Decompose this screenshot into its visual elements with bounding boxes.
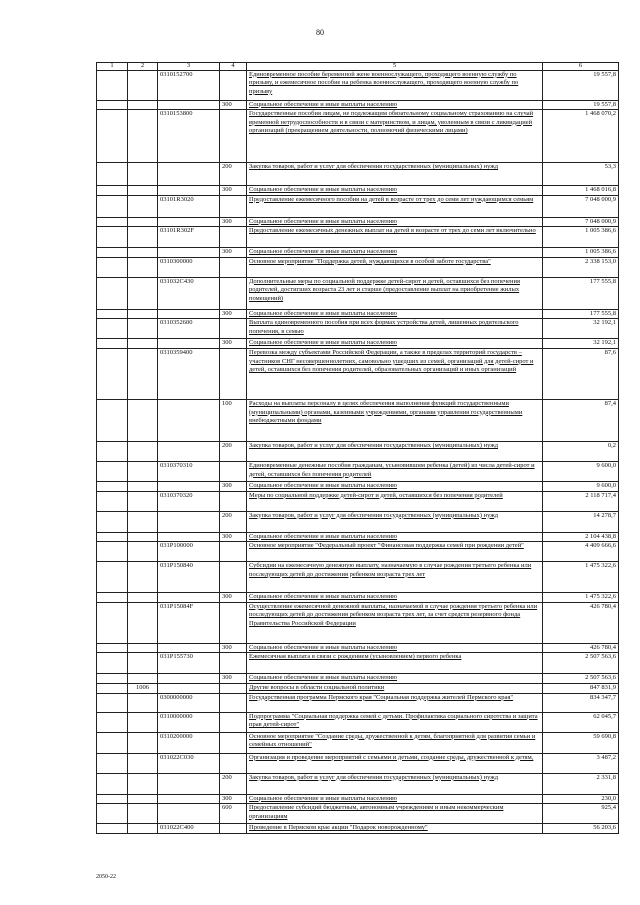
description-cell: Предоставление ежемесячного пособия на детей в возрасте от трех до семи лет нуждающимся семьям	[247, 195, 543, 217]
expense-type-cell: 200	[220, 442, 247, 462]
description-cell: Закупка товаров, работ и услуг для обеспечения государственных (муниципальных) нужд	[247, 511, 543, 532]
row-col1-cell	[97, 70, 128, 100]
amount-cell: 426 780,4	[543, 602, 619, 643]
row-col1-cell	[97, 482, 128, 492]
table-row	[97, 100, 619, 110]
target-article-cell: 031022С030	[158, 753, 220, 773]
description-cell: Социальное обеспечение и иные выплаты населению	[247, 100, 543, 110]
section-code-cell	[128, 339, 158, 349]
section-code-cell	[128, 482, 158, 492]
target-article-cell	[158, 804, 220, 824]
row-col1-cell	[97, 257, 128, 277]
description-cell: Основное мероприятие "Федеральный проект "Финансовая поддержка семей при рождении детей"	[247, 542, 543, 562]
expense-type-cell	[220, 602, 247, 643]
table-row	[97, 491, 619, 511]
table-header-row	[97, 63, 619, 71]
amount-cell: 32 192,1	[543, 319, 619, 339]
row-col1-cell	[97, 217, 128, 227]
row-col1-cell	[97, 773, 128, 794]
table-row	[97, 349, 619, 400]
amount-cell: 4 409 666,6	[543, 542, 619, 562]
row-col1-cell	[97, 753, 128, 773]
row-col1-cell	[97, 684, 128, 694]
expense-type-cell: 300	[220, 674, 247, 684]
expense-type-cell: 300	[220, 339, 247, 349]
row-col1-cell	[97, 562, 128, 593]
amount-cell: 53,3	[543, 163, 619, 186]
target-article-cell	[158, 442, 220, 462]
row-col1-cell	[97, 163, 128, 186]
amount-cell: 1 005 386,6	[543, 248, 619, 258]
description-cell: Социальное обеспечение и иные выплаты населению	[247, 248, 543, 258]
row-col1-cell	[97, 491, 128, 511]
section-code-cell	[128, 491, 158, 511]
target-article-cell	[158, 248, 220, 258]
expense-type-cell	[220, 684, 247, 694]
row-col1-cell	[97, 653, 128, 674]
section-code-cell	[128, 674, 158, 684]
table-row	[97, 462, 619, 482]
amount-cell: 32 192,1	[543, 339, 619, 349]
description-cell: Осуществление ежемесячной денежной выплаты, назначаемой в случае рождения третьего ребенка или последующих детей до достижения ребенком возраста трех лет, за счет средств резервного фонда Правительства Российской Федерации	[247, 602, 543, 643]
table-row	[97, 339, 619, 349]
amount-cell: 230,0	[543, 794, 619, 804]
section-code-cell	[128, 257, 158, 277]
section-code-cell	[128, 319, 158, 339]
description-cell: Закупка товаров, работ и услуг для обеспечения государственных (муниципальных) нужд	[247, 163, 543, 186]
table-row	[97, 542, 619, 562]
table-row	[97, 653, 619, 674]
table-row	[97, 163, 619, 186]
table-row	[97, 693, 619, 712]
section-code-cell	[128, 794, 158, 804]
amount-cell: 1 475 322,6	[543, 593, 619, 603]
table-row	[97, 824, 619, 834]
table-row	[97, 602, 619, 643]
description-cell: Закупка товаров, работ и услуг для обеспечения государственных (муниципальных) нужд	[247, 773, 543, 794]
budget-table	[96, 62, 619, 834]
section-code-cell	[128, 562, 158, 593]
table-row	[97, 248, 619, 258]
amount-cell: 19 557,8	[543, 100, 619, 110]
section-code-cell	[128, 593, 158, 603]
target-article-cell	[158, 482, 220, 492]
expense-type-cell	[220, 319, 247, 339]
target-article-cell: 0310370320	[158, 491, 220, 511]
table-row	[97, 674, 619, 684]
section-code-cell	[128, 773, 158, 794]
description-cell: Расходы на выплаты персоналу в целях обеспечения выполнения функций государственными (муниципальными) органами, казенными учреждениями, органами управления государственными внебюджетными фондами	[247, 400, 543, 442]
table-row	[97, 532, 619, 542]
amount-cell: 0,2	[543, 442, 619, 462]
table-row	[97, 643, 619, 653]
target-article-cell: 0310352600	[158, 319, 220, 339]
table-row	[97, 593, 619, 603]
row-col1-cell	[97, 511, 128, 532]
table-row	[97, 309, 619, 319]
section-code-cell	[128, 277, 158, 309]
target-article-cell	[158, 684, 220, 694]
row-col1-cell	[97, 593, 128, 603]
row-col1-cell	[97, 400, 128, 442]
description-cell: Социальное обеспечение и иные выплаты населению	[247, 482, 543, 492]
target-article-cell: 031P155730	[158, 653, 220, 674]
expense-type-cell: 100	[220, 400, 247, 442]
table-row	[97, 277, 619, 309]
description-cell: Государственная программа Пермского края "Социальная поддержка жителей Пермского края"	[247, 693, 543, 712]
section-code-cell	[128, 532, 158, 542]
expense-type-cell	[220, 693, 247, 712]
description-cell: Социальное обеспечение и иные выплаты населению	[247, 532, 543, 542]
amount-cell: 426 780,4	[543, 643, 619, 653]
target-article-cell	[158, 643, 220, 653]
expense-type-cell	[220, 712, 247, 732]
table-row	[97, 186, 619, 196]
expense-type-cell	[220, 824, 247, 834]
section-code-cell	[128, 804, 158, 824]
expense-type-cell	[220, 195, 247, 217]
row-col1-cell	[97, 186, 128, 196]
section-code-cell	[128, 653, 158, 674]
row-col1-cell	[97, 824, 128, 834]
target-article-cell: 031P150840	[158, 562, 220, 593]
row-col1-cell	[97, 339, 128, 349]
column-header-3: 3	[158, 63, 220, 71]
amount-cell: 7 048 000,9	[543, 217, 619, 227]
expense-type-cell: 300	[220, 532, 247, 542]
table-row	[97, 195, 619, 217]
amount-cell: 834 347,7	[543, 693, 619, 712]
target-article-cell: 031022С400	[158, 824, 220, 834]
amount-cell: 14 278,7	[543, 511, 619, 532]
description-cell: Закупка товаров, работ и услуг для обеспечения государственных (муниципальных) нужд	[247, 442, 543, 462]
target-article-cell	[158, 511, 220, 532]
target-article-cell	[158, 674, 220, 684]
section-code-cell	[128, 511, 158, 532]
row-col1-cell	[97, 804, 128, 824]
document-footer-code: 2050-22	[96, 874, 116, 880]
row-col1-cell	[97, 794, 128, 804]
description-cell: Предоставление субсидий бюджетным, автономным учреждениям и иным некоммерческим организациям	[247, 804, 543, 824]
description-cell: Единовременные денежные пособия гражданам, усыновившим ребенка (детей) из числа детей-сирот и детей, оставшихся без попечения родителей	[247, 462, 543, 482]
target-article-cell: 031032С430	[158, 277, 220, 309]
target-article-cell	[158, 100, 220, 110]
expense-type-cell: 200	[220, 773, 247, 794]
amount-cell: 1 468 070,2	[543, 110, 619, 163]
expense-type-cell	[220, 491, 247, 511]
target-article-cell: 0310200000	[158, 732, 220, 753]
target-article-cell	[158, 593, 220, 603]
table-row	[97, 753, 619, 773]
page-number: 80	[316, 28, 324, 37]
expense-type-cell: 300	[220, 593, 247, 603]
section-code-cell	[128, 195, 158, 217]
row-col1-cell	[97, 712, 128, 732]
table-row	[97, 562, 619, 593]
amount-cell: 2 507 563,6	[543, 653, 619, 674]
section-code-cell	[128, 248, 158, 258]
section-code-cell	[128, 602, 158, 643]
row-col1-cell	[97, 542, 128, 562]
amount-cell: 56 203,6	[543, 824, 619, 834]
description-cell: Основное мероприятие "Поддержка детей, нуждающихся в особой заботе государства"	[247, 257, 543, 277]
table-row	[97, 442, 619, 462]
target-article-cell	[158, 163, 220, 186]
target-article-cell	[158, 532, 220, 542]
section-code-cell	[128, 217, 158, 227]
table-row	[97, 712, 619, 732]
section-code-cell	[128, 70, 158, 100]
row-col1-cell	[97, 532, 128, 542]
expense-type-cell	[220, 653, 247, 674]
column-header-6: 6	[543, 63, 619, 71]
amount-cell: 87,6	[543, 349, 619, 400]
expense-type-cell: 300	[220, 482, 247, 492]
description-cell: Государственные пособия лицам, не подлежащим обязательному социальному страхованию на случай временной нетрудоспособности и в связи с материнством, и лицам, уволенным в связи с ликвидацией организаций (прекращением деятельности, полномочий физическими лицами)	[247, 110, 543, 163]
target-article-cell	[158, 773, 220, 794]
expense-type-cell: 300	[220, 794, 247, 804]
amount-cell: 177 555,8	[543, 277, 619, 309]
expense-type-cell	[220, 257, 247, 277]
section-code-cell	[128, 349, 158, 400]
description-cell: Социальное обеспечение и иные выплаты населению	[247, 643, 543, 653]
row-col1-cell	[97, 462, 128, 482]
table-row	[97, 70, 619, 100]
table-row	[97, 511, 619, 532]
description-cell: Проведение в Пермском крае акции "Подарок новорожденному"	[247, 824, 543, 834]
expense-type-cell	[220, 462, 247, 482]
expense-type-cell: 300	[220, 248, 247, 258]
amount-cell: 925,4	[543, 804, 619, 824]
amount-cell: 2 118 717,4	[543, 491, 619, 511]
expense-type-cell: 200	[220, 511, 247, 532]
target-article-cell: 03101R3020	[158, 195, 220, 217]
column-header-4: 4	[220, 63, 247, 71]
section-code-cell	[128, 753, 158, 773]
target-article-cell: 0310370310	[158, 462, 220, 482]
description-cell: Меры по социальной поддержке детей-сирот и детей, оставшихся без попечения родителей	[247, 491, 543, 511]
expense-type-cell	[220, 349, 247, 400]
amount-cell: 9 600,0	[543, 482, 619, 492]
column-header-1: 1	[97, 63, 128, 71]
description-cell: Социальное обеспечение и иные выплаты населению	[247, 186, 543, 196]
target-article-cell	[158, 186, 220, 196]
section-code-cell	[128, 186, 158, 196]
description-cell: Ежемесячная выплата в связи с рождением (усыновлением) первого ребенка	[247, 653, 543, 674]
amount-cell: 1 005 386,6	[543, 227, 619, 248]
description-cell: Социальное обеспечение и иные выплаты населению	[247, 794, 543, 804]
table-row	[97, 110, 619, 163]
table-row	[97, 217, 619, 227]
row-col1-cell	[97, 643, 128, 653]
amount-cell: 9 600,0	[543, 462, 619, 482]
amount-cell: 87,4	[543, 400, 619, 442]
description-cell: Организация и проведение мероприятий с семьями и детьми, создание среды, дружественной к детям,	[247, 753, 543, 773]
section-code-cell	[128, 712, 158, 732]
row-col1-cell	[97, 602, 128, 643]
description-cell: Социальное обеспечение и иные выплаты населению	[247, 674, 543, 684]
expense-type-cell: 300	[220, 309, 247, 319]
row-col1-cell	[97, 227, 128, 248]
description-cell: Подпрограмма "Социальная поддержка семей с детьми. Профилактика социального сиротства и защита прав детей-сирот"	[247, 712, 543, 732]
row-col1-cell	[97, 110, 128, 163]
description-cell: Выплата единовременного пособия при всех формах устройства детей, лишенных родительского попечения, в семью	[247, 319, 543, 339]
table-row	[97, 319, 619, 339]
section-code-cell	[128, 824, 158, 834]
expense-type-cell	[220, 70, 247, 100]
description-cell: Предоставление ежемесячных денежных выплат на детей в возрасте от трех до семи лет включительно	[247, 227, 543, 248]
section-code-cell	[128, 693, 158, 712]
section-code-cell	[128, 462, 158, 482]
target-article-cell	[158, 309, 220, 319]
expense-type-cell: 300	[220, 186, 247, 196]
amount-cell: 2 104 438,8	[543, 532, 619, 542]
row-col1-cell	[97, 442, 128, 462]
section-code-cell	[128, 227, 158, 248]
amount-cell: 7 048 000,9	[543, 195, 619, 217]
table-row	[97, 684, 619, 694]
target-article-cell: 03101R302F	[158, 227, 220, 248]
section-code-cell	[128, 100, 158, 110]
expense-type-cell	[220, 110, 247, 163]
target-article-cell	[158, 794, 220, 804]
expense-type-cell	[220, 277, 247, 309]
row-col1-cell	[97, 195, 128, 217]
amount-cell: 3 487,2	[543, 753, 619, 773]
expense-type-cell	[220, 753, 247, 773]
section-code-cell	[128, 163, 158, 186]
expense-type-cell	[220, 227, 247, 248]
row-col1-cell	[97, 100, 128, 110]
table-row	[97, 732, 619, 753]
table-row	[97, 227, 619, 248]
target-article-cell: 0310300000	[158, 257, 220, 277]
column-header-2: 2	[128, 63, 158, 71]
description-cell: Другие вопросы в области социальной политики	[247, 684, 543, 694]
amount-cell: 2 331,8	[543, 773, 619, 794]
section-code-cell	[128, 732, 158, 753]
table-row	[97, 400, 619, 442]
section-code-cell: 1006	[128, 684, 158, 694]
row-col1-cell	[97, 732, 128, 753]
row-col1-cell	[97, 277, 128, 309]
target-article-cell: 0310359400	[158, 349, 220, 400]
target-article-cell	[158, 339, 220, 349]
amount-cell: 62 045,7	[543, 712, 619, 732]
target-article-cell: 0310000000	[158, 712, 220, 732]
section-code-cell	[128, 400, 158, 442]
description-cell: Единовременное пособие беременной жене военнослужащего, проходящего военную службу по призыву, и ежемесячное пособие на ребенка военнослужащего, проходящего военную службу по призыву	[247, 70, 543, 100]
row-col1-cell	[97, 693, 128, 712]
description-cell: Социальное обеспечение и иные выплаты населению	[247, 217, 543, 227]
table-row	[97, 804, 619, 824]
amount-cell: 177 555,8	[543, 309, 619, 319]
row-col1-cell	[97, 309, 128, 319]
table-row	[97, 773, 619, 794]
description-cell: Социальное обеспечение и иные выплаты населению	[247, 593, 543, 603]
amount-cell: 59 690,8	[543, 732, 619, 753]
table-row	[97, 482, 619, 492]
description-cell: Социальное обеспечение и иные выплаты населению	[247, 339, 543, 349]
description-cell: Перевозка между субъектами Российской Федерации, а также в пределах территорий государств – участников СНГ несовершеннолетних, самовольно ушедших из семей, организаций для детей-сирот и детей, оставшихся без попечения родителей, образовательных организаций и иных организаций	[247, 349, 543, 400]
amount-cell: 847 831,9	[543, 684, 619, 694]
expense-type-cell	[220, 732, 247, 753]
row-col1-cell	[97, 674, 128, 684]
target-article-cell	[158, 217, 220, 227]
target-article-cell: 031P15084F	[158, 602, 220, 643]
target-article-cell	[158, 400, 220, 442]
table-row	[97, 257, 619, 277]
row-col1-cell	[97, 319, 128, 339]
target-article-cell: 031P100000	[158, 542, 220, 562]
section-code-cell	[128, 542, 158, 562]
expense-type-cell	[220, 562, 247, 593]
target-article-cell: 0310152700	[158, 70, 220, 100]
expense-type-cell: 300	[220, 643, 247, 653]
expense-type-cell: 300	[220, 100, 247, 110]
amount-cell: 1 475 322,6	[543, 562, 619, 593]
row-col1-cell	[97, 349, 128, 400]
expense-type-cell: 600	[220, 804, 247, 824]
section-code-cell	[128, 110, 158, 163]
amount-cell: 2 507 563,6	[543, 674, 619, 684]
target-article-cell: 0310153800	[158, 110, 220, 163]
expense-type-cell: 300	[220, 217, 247, 227]
section-code-cell	[128, 643, 158, 653]
description-cell: Основное мероприятие "Создание среды, дружественной к детям, благоприятной для развития семьи и семейных отношений"	[247, 732, 543, 753]
column-header-5: 5	[247, 63, 543, 71]
target-article-cell: 0300000000	[158, 693, 220, 712]
description-cell: Дополнительные меры по социальной поддержке детей-сирот и детей, оставшихся без попечения родителей, достигших возраста 23 лет и старше (предоставление выплат на приобретение жилых помещений)	[247, 277, 543, 309]
row-col1-cell	[97, 248, 128, 258]
expense-type-cell: 200	[220, 163, 247, 186]
amount-cell: 1 468 016,8	[543, 186, 619, 196]
table-row	[97, 794, 619, 804]
section-code-cell	[128, 442, 158, 462]
amount-cell: 2 338 153,0	[543, 257, 619, 277]
section-code-cell	[128, 309, 158, 319]
description-cell: Социальное обеспечение и иные выплаты населению	[247, 309, 543, 319]
amount-cell: 19 557,8	[543, 70, 619, 100]
description-cell: Субсидии на ежемесячную денежную выплату, назначаемую в случае рождения третьего ребенка или последующих детей до достижения ребенком возраста трех лет	[247, 562, 543, 593]
expense-type-cell	[220, 542, 247, 562]
